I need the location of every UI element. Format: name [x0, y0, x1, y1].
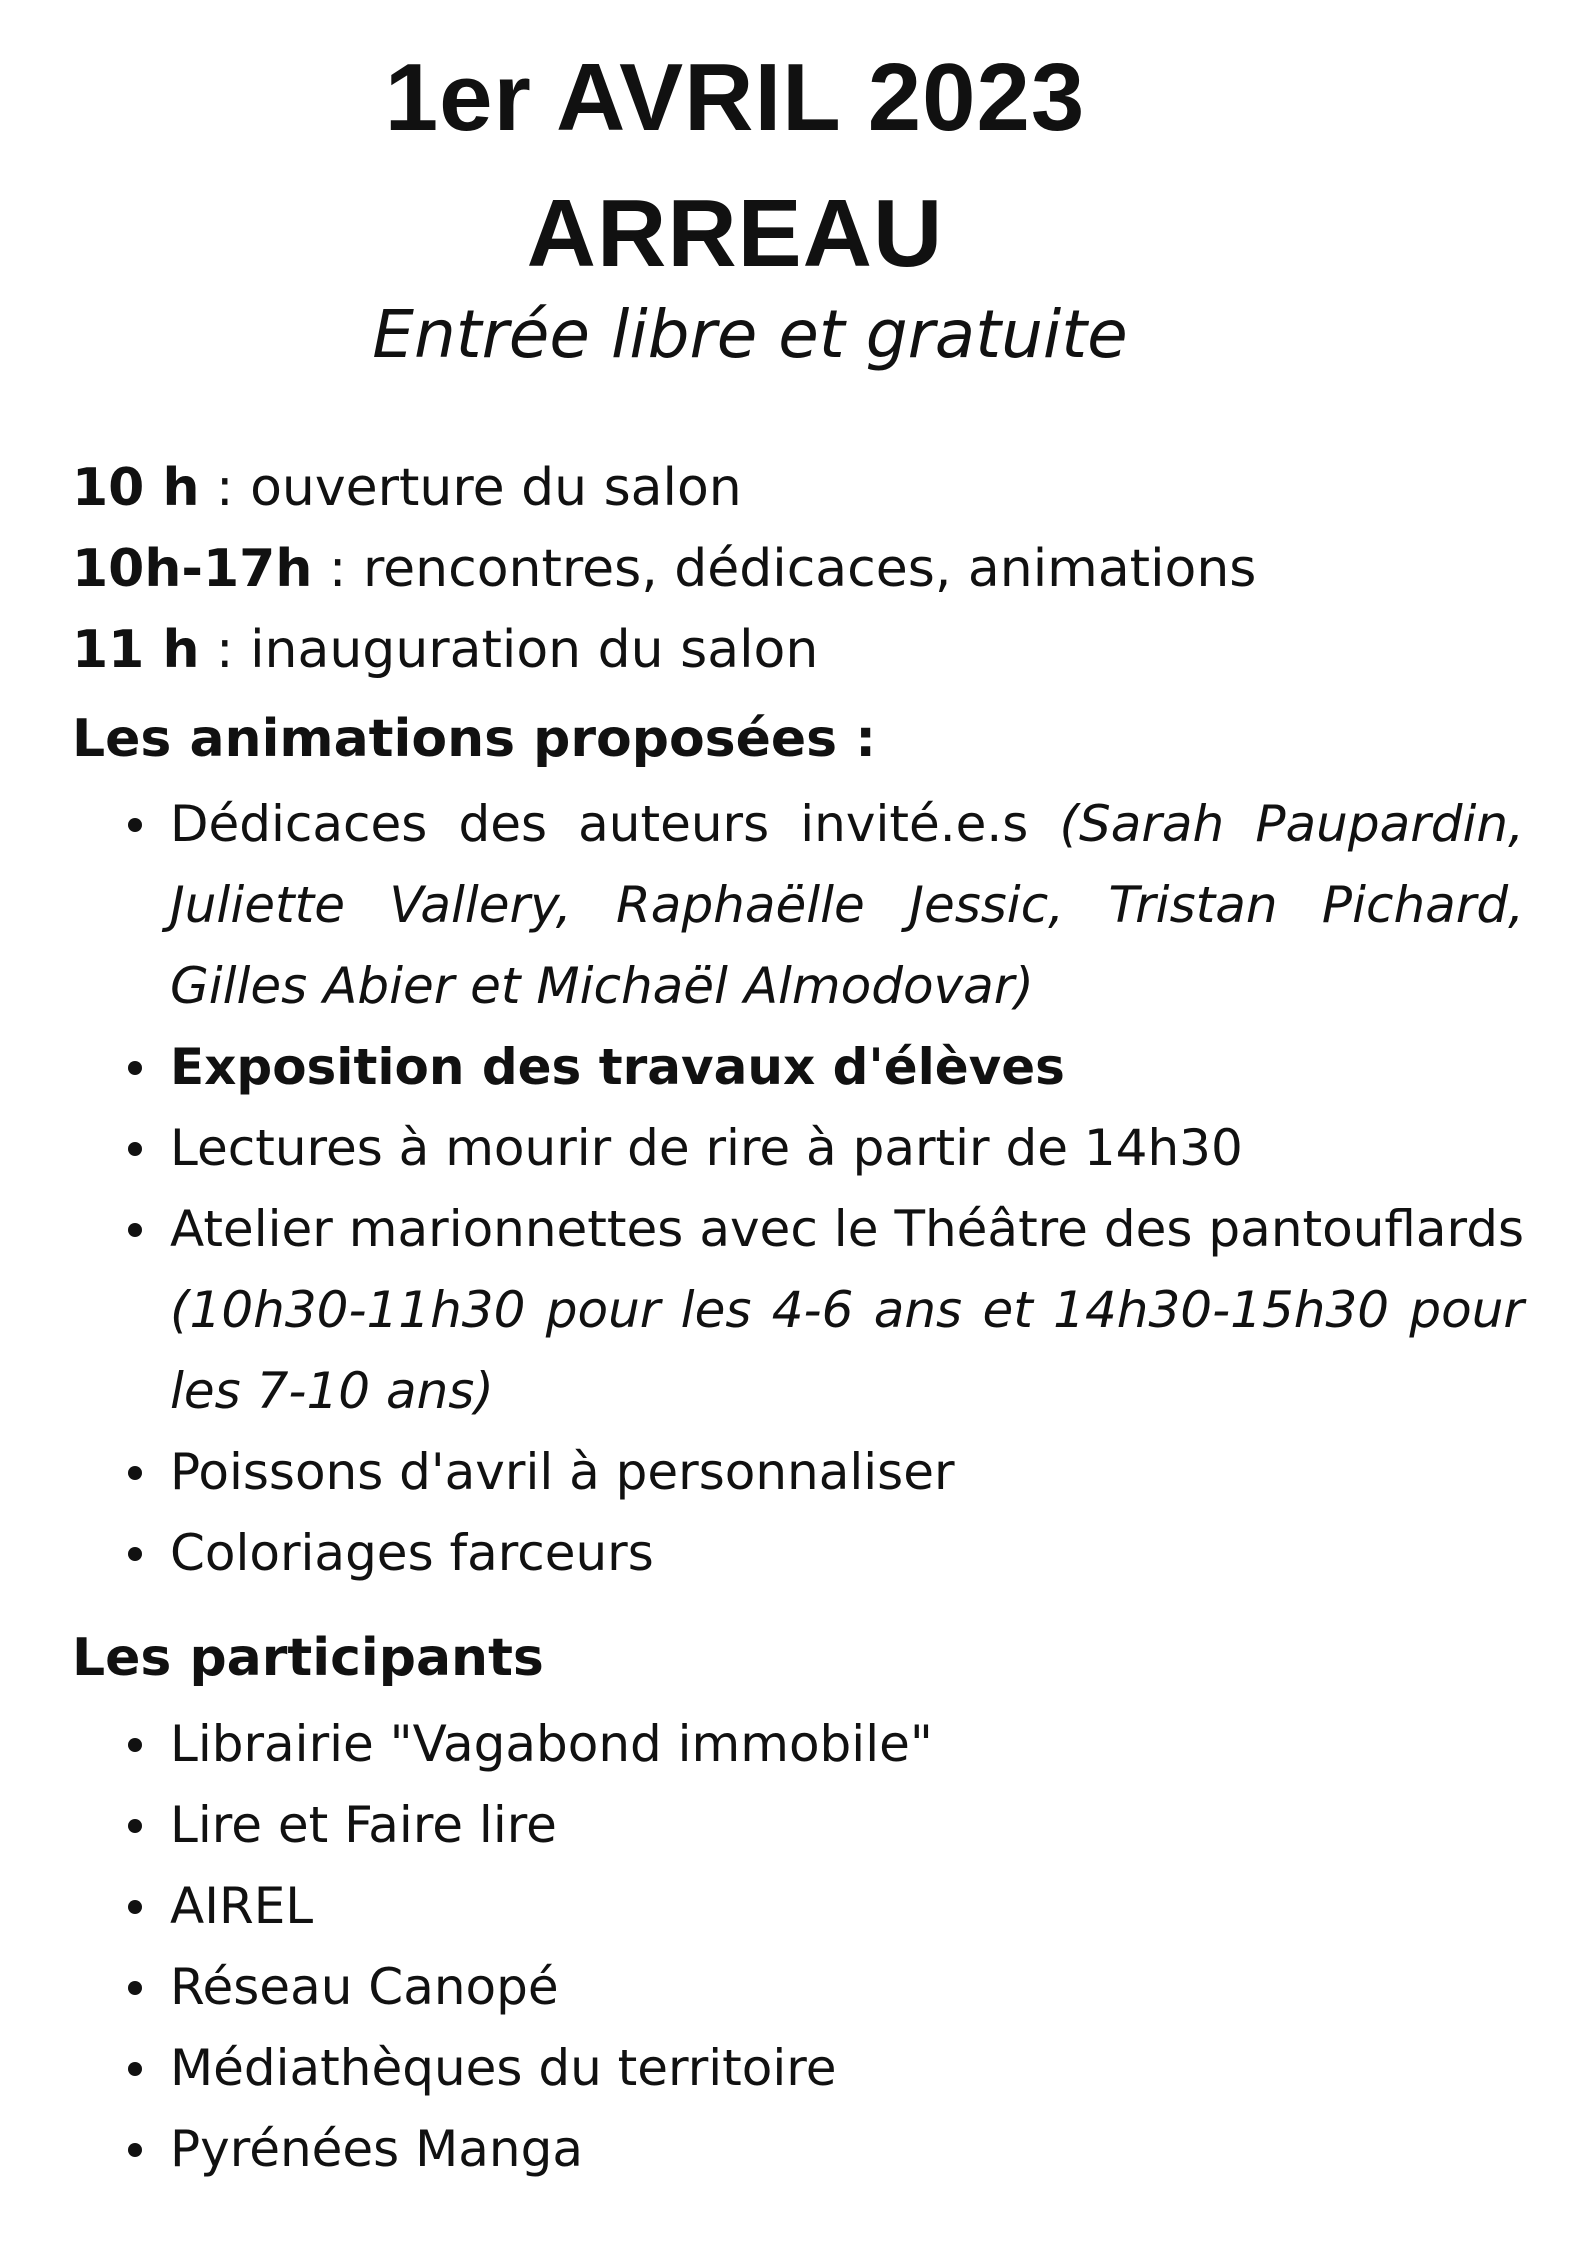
- animations-heading: Les animations proposées :: [72, 709, 877, 769]
- list-item: [170, 784, 1524, 1027]
- list-item: [170, 2109, 1524, 2190]
- animations-list: [170, 784, 1524, 1594]
- item-note: (10h30-11h30 pour les 4-6 ans et 14h30-15h30 pour les 7-10 ans): [170, 1281, 1524, 1420]
- schedule-text: : rencontres, dédicaces, animations: [312, 539, 1257, 599]
- list-item: [170, 1947, 1524, 2028]
- list-item: [170, 1189, 1524, 1432]
- list-item: [170, 1027, 1524, 1108]
- bullet-icon: [128, 1981, 142, 1995]
- participants-heading: Les participants: [72, 1628, 544, 1688]
- list-item: [170, 1513, 1524, 1594]
- item-note: (Sarah Paupardin, Juliette Vallery, Raphaëlle Jessic, Tristan Pichard, Gilles Abier et Michaël Almodovar): [170, 795, 1525, 1015]
- item-text: Exposition des travaux d'élèves: [170, 1038, 1065, 1096]
- schedule-time: 10h-17h: [72, 539, 313, 599]
- item-text: AIREL: [170, 1877, 314, 1935]
- bullet-icon: [128, 1142, 142, 1156]
- list-item: [170, 1704, 1524, 1785]
- bullet-icon: [128, 1061, 142, 1075]
- bullet-icon: [128, 2062, 142, 2076]
- schedule-line: [72, 610, 1532, 691]
- entry-subtitle: Entrée libre et gratuite: [372, 296, 1128, 373]
- item-text: Médiathèques du territoire: [170, 2039, 837, 2097]
- schedule: [72, 448, 1532, 691]
- bullet-icon: [128, 1547, 142, 1561]
- schedule-line: [72, 448, 1532, 529]
- schedule-text: : inauguration du salon: [199, 620, 819, 680]
- schedule-time: 10 h: [72, 458, 200, 518]
- event-city-title: ARREAU: [526, 180, 944, 287]
- item-text: Poissons d'avril à personnaliser: [170, 1443, 955, 1501]
- list-item: [170, 1785, 1524, 1866]
- item-text: Librairie "Vagabond immobile": [170, 1715, 933, 1773]
- schedule-time: 11 h: [72, 620, 200, 680]
- item-text: Coloriages farceurs: [170, 1524, 654, 1582]
- schedule-text: : ouverture du salon: [199, 458, 742, 518]
- bullet-icon: [128, 2143, 142, 2157]
- list-item: [170, 1432, 1524, 1513]
- item-text: Lire et Faire lire: [170, 1796, 557, 1854]
- bullet-icon: [128, 1223, 142, 1237]
- bullet-icon: [128, 1819, 142, 1833]
- item-text: Atelier marionnettes avec le Théâtre des pantouflards: [170, 1200, 1524, 1258]
- schedule-line: [72, 529, 1532, 610]
- bullet-icon: [128, 1900, 142, 1914]
- list-item: [170, 2028, 1524, 2109]
- participants-list: [170, 1704, 1524, 2190]
- bullet-icon: [128, 818, 142, 832]
- item-text: Lectures à mourir de rire à partir de 14h30: [170, 1119, 1243, 1177]
- item-text: Réseau Canopé: [170, 1958, 559, 2016]
- bullet-icon: [128, 1466, 142, 1480]
- bullet-icon: [128, 1738, 142, 1752]
- list-item: [170, 1108, 1524, 1189]
- item-text: Dédicaces des auteurs invité.e.s: [170, 795, 1060, 853]
- event-date-title: 1er AVRIL 2023: [384, 44, 1086, 151]
- item-text: Pyrénées Manga: [170, 2120, 583, 2178]
- list-item: [170, 1866, 1524, 1947]
